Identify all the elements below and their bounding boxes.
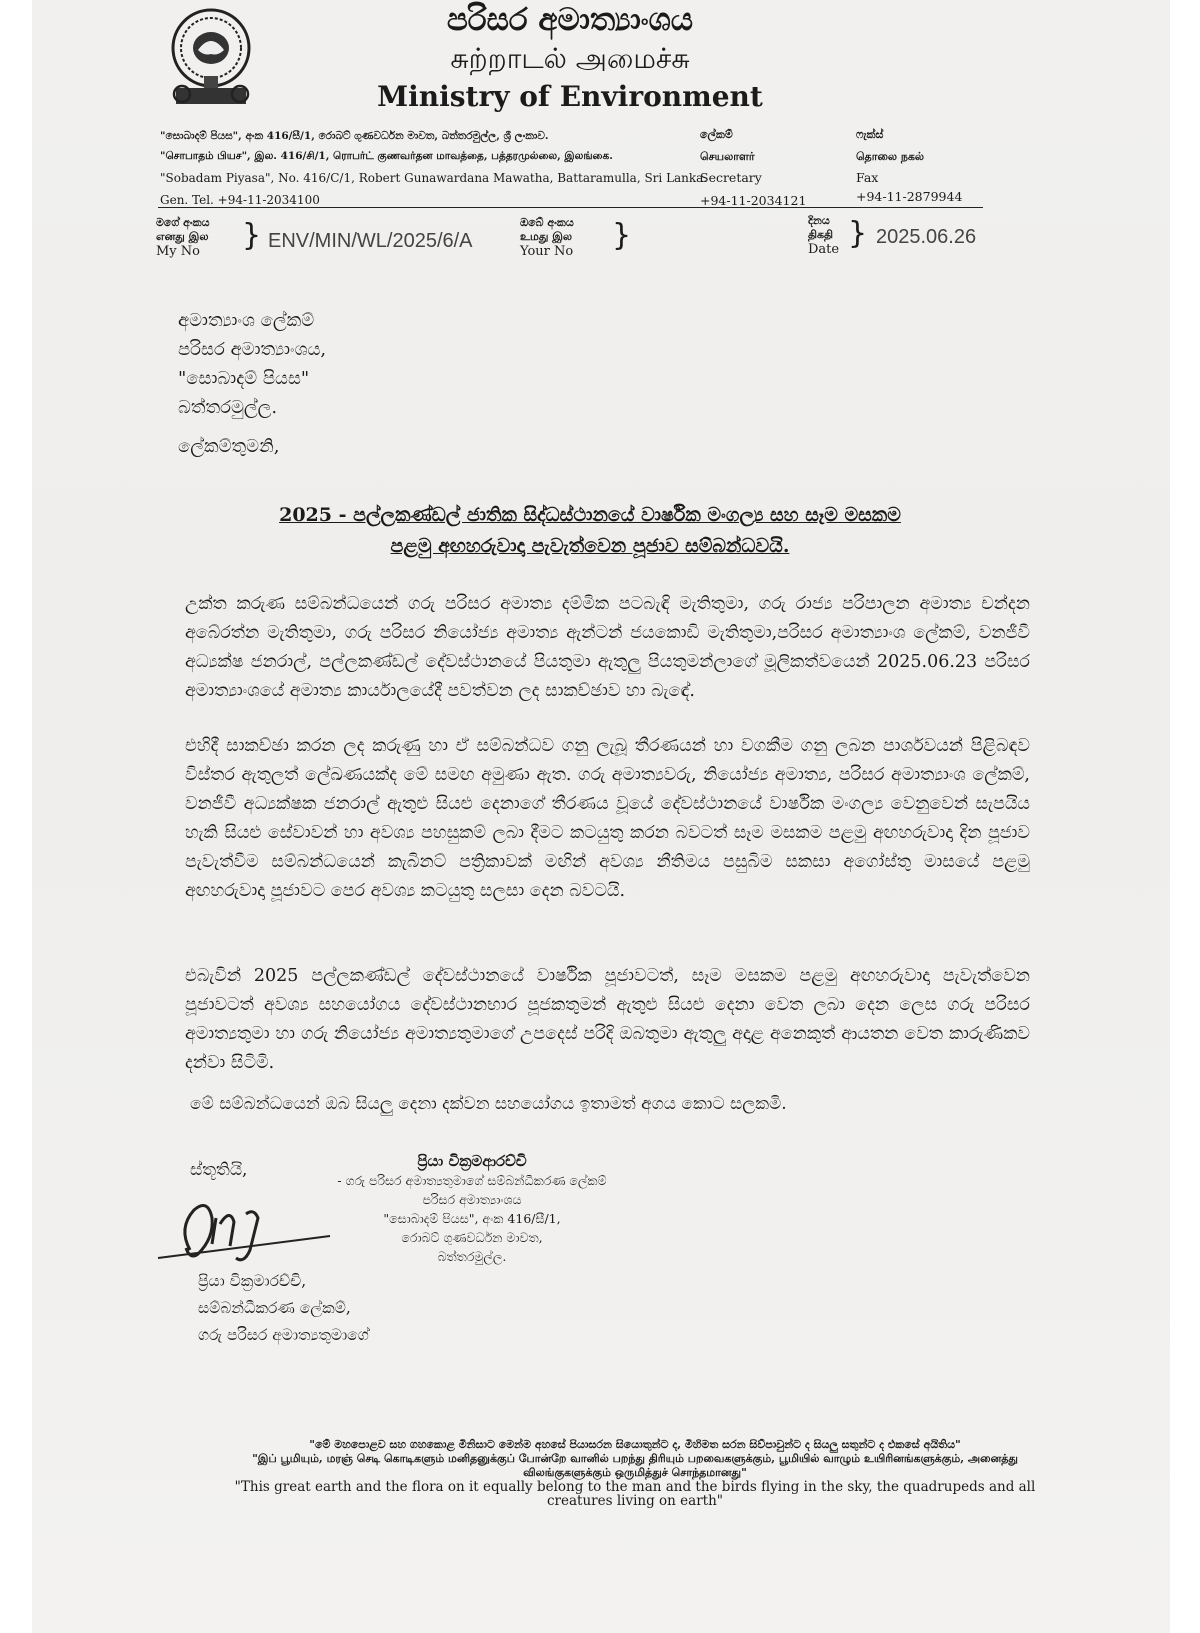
date-label-tamil: திகதி bbox=[808, 228, 834, 241]
signer-title: සම්බන්ධීකරණ ලේකම්, bbox=[198, 1299, 351, 1317]
ministry-title-english: Ministry of Environment bbox=[377, 80, 763, 113]
stamp-line: බත්තරමුල්ල. bbox=[437, 1249, 507, 1264]
secretary-label-english: Secretary bbox=[700, 170, 762, 185]
stamp-name: ප්‍රියා වික්‍රමආරච්චි bbox=[417, 1152, 527, 1170]
secretary-telephone: +94-11-2034121 bbox=[700, 193, 807, 208]
recipient-line: අමාත්‍යාංශ ලේකම් bbox=[178, 310, 315, 331]
address-sinhala: "සොබාදම් පියස", අංක 416/සී/1, රොබට් ගුණවර්ධන මාවත, බත්තරමුල්ල, ශ්‍රී ලංකාව. bbox=[160, 130, 549, 142]
ministry-title-sinhala: පරිසර අමාත්‍යාංශය bbox=[446, 2, 694, 38]
handwritten-signature bbox=[150, 1188, 340, 1268]
date-label-sinhala: දිනය bbox=[808, 214, 830, 227]
my-no-value: ENV/MIN/WL/2025/6/A bbox=[268, 230, 473, 252]
recipient-line: පරිසර අමාත්‍යාංශය, bbox=[178, 339, 327, 360]
my-no-brace: } bbox=[242, 218, 262, 253]
stamp-line: - ගරු පරිසර අමාත්‍යතුමාගේ සම්බන්ධීකරණ ලේකම් bbox=[337, 1173, 607, 1188]
my-no-label-sinhala: මගේ අංකය bbox=[156, 216, 210, 229]
official-stamp-block bbox=[322, 1152, 622, 1266]
your-no-label-tamil: உமது இல bbox=[520, 230, 573, 243]
signer-name: ප්‍රියා වික්‍රමාරච්චි, bbox=[198, 1272, 307, 1290]
sri-lanka-emblem-icon bbox=[168, 6, 254, 110]
address-tamil: "சொபாதம் பியச", இல. 416/சி/1, ரொபர்ட் குணவர்தன மாவத்தை, பத்தரமுல்லை, இலங்கை. bbox=[160, 150, 613, 162]
subject-heading bbox=[190, 500, 990, 562]
date-brace: } bbox=[848, 216, 868, 251]
subject-line: පළමු අඟහරුවාදා පැවැත්වෙන පූජාව සම්බන්ධවයි. bbox=[390, 535, 790, 557]
footer-quote-tamil: "இப் பூமியும், மரஞ் செடி கொடிகளும் மனிதனுக்குப் போன்றே வானில் பறந்து திரியும் பறவைகளுக்கும், பூமியில் வாழும் உயிரினங்களுக்கும், அனைத்து விலங்குகளுக்கும் ஒருமித்துச் சொந்தமானது" bbox=[252, 1452, 1018, 1479]
my-no-label-english: My No bbox=[156, 244, 200, 259]
date-value: 2025.06.26 bbox=[876, 226, 977, 248]
fax-label-english: Fax bbox=[856, 170, 879, 185]
letterhead-divider bbox=[158, 207, 983, 208]
date-label-english: Date bbox=[808, 242, 840, 257]
stamp-line: රොබට් ගුණවර්ධන මාවත, bbox=[401, 1230, 543, 1245]
address-english: "Sobadam Piyasa", No. 416/C/1, Robert Gunawardana Mawatha, Battaramulla, Sri Lanka. bbox=[160, 171, 708, 185]
your-no-label-english: Your No bbox=[520, 244, 574, 259]
fax-label-tamil: தொலை நகல் bbox=[856, 150, 925, 163]
closing-line: මේ සම්බන්ධයෙන් ඔබ සියලු දෙනා දක්වන සහයෝගය ඉතාමත් අගය කොට සලකමි. bbox=[190, 1094, 787, 1114]
your-no-brace: } bbox=[612, 218, 632, 253]
stamp-line: පරිසර අමාත්‍යාංශය bbox=[422, 1192, 522, 1207]
body-paragraph-3: එබැවින් 2025 පල්ලකණ්ඩල් දේවස්ථානයේ වාර්ෂික පූජාවටත්, සෑම මසකම පළමු අඟහරුවාදා පැවැත්වෙන පූජාවටත් අවශ්‍ය සහයෝගය දේවස්ථානභාර පූජකතුමන් ඇතුළු සියළු දෙනා වෙත ලබා දෙන ලෙස ගරු පරිසර අමාත්‍යතුමා හා ගරු නියෝජ්‍ය අමාත්‍යතුමාගේ උපදෙස් පරිදි ඔබතුමා ඇතුලු අදාළ අනෙකුත් ආයතන වෙත කාරුණිකව දන්වා සිටිමි. bbox=[185, 966, 1030, 1073]
secretary-label-sinhala: ලේකම් bbox=[700, 128, 733, 141]
stamp-line: "සොබාදම් පියස", අංක 416/සී/1, bbox=[383, 1211, 561, 1226]
subject-line: 2025 - පල්ලකණ්ඩල් ජාතික සිද්ධස්ථානයේ වාර්ෂික මංගල්‍ය සහ සෑම මසකම bbox=[279, 504, 901, 526]
thanks-text: ස්තූතියි, bbox=[190, 1160, 248, 1180]
recipient-line: බත්තරමුල්ල. bbox=[178, 397, 278, 418]
body-paragraph-2: එහිදී සාකච්ඡා කරන ලද කරුණු හා ඒ සම්බන්ධව ගනු ලැබූ තීරණයන් හා වගකීම ගනු ලබන පාර්ශවයන් පිළිබඳව විස්තර ඇතුලත් ලේඛණයක්ද මේ සමඟ අමුණා ඇත. ගරු අමාත්‍යවරු, නියෝජ්‍ය අමාත්‍ය, පරිසර අමාත්‍යාංශ ලේකම්, වනජීවී අධ්‍යක්ෂක ජනරාල් ඇතුළු සියළු දෙනාගේ තීරණය වූයේ දේවස්ථානයේ වාර්ෂික මංගල්‍ය වෙනුවෙන් සැපයිය හැකි සියළු සේවාවන් හා අවශ්‍ය පහසුකම් ලබා දීමට කටයුතු කරන බවටත් සෑම මසකම පළමු අඟහරුවාදා දින පූජාව පැවැත්වීම සම්බන්ධයෙන් කැබිනට් පත්‍රිකාවක් මඟින් අවශ්‍ය නීතිමය පසුබිම සකසා අගෝස්තු මාසයේ පළමු අඟහරුවාදා පූජාවට පෙර අවශ්‍ය කටයුතු සලසා දෙන බවටයි. bbox=[185, 736, 1030, 901]
recipient-address bbox=[178, 306, 326, 422]
fax-label-sinhala: ෆැක්ස් bbox=[856, 128, 884, 141]
general-telephone: Gen. Tel. +94-11-2034100 bbox=[160, 193, 320, 207]
my-no-label-tamil: எனது இல bbox=[156, 230, 209, 243]
signer-details bbox=[198, 1268, 369, 1349]
salutation: ලේකම්තුමනි, bbox=[178, 436, 280, 457]
recipient-line: "සොබාදම් පියස" bbox=[178, 368, 310, 389]
body-paragraph-1: උක්ත කරුණ සම්බන්ධයෙන් ගරු පරිසර අමාත්‍ය දම්මික පටබැඳි මැතිතුමා, ගරු රාජ්‍ය පරිපාලන අමාත්‍ය චන්දන අබේරත්න මැතිතුමා, ගරු පරිසර නියෝජ්‍ය අමාත්‍ය ඇන්ටන් ජයකොඩි මැතිතුමා,පරිසර අමාත්‍යාංශ ලේකම්, වනජීවී අධ්‍යක්ෂ ජනරාල්, පල්ලකණ්ඩල් දේවස්ථානයේ පියතුමා ඇතුලු පියතුමන්ලාගේ මූලිකත්වයෙන් 2025.06.23 පරිසර අමාත්‍යාංශයේ අමාත්‍ය කාර්යාලයේදී පවත්වන ලද සාකච්ඡාව හා බැඳේ. bbox=[185, 594, 1030, 701]
footer-quote-english: "This great earth and the flora on it equally belong to the man and the birds flying in the sky, the quadrupeds and all creatures living on earth" bbox=[234, 1479, 1036, 1509]
ministry-title-tamil: சுற்றாடல் அமைச்சு bbox=[450, 42, 690, 75]
fax-number: +94-11-2879944 bbox=[856, 189, 963, 204]
signer-org: ගරු පරිසර අමාත්‍යතුමාගේ bbox=[198, 1326, 369, 1344]
footer-quote bbox=[210, 1438, 1060, 1508]
your-no-label-sinhala: ඔබේ අංකය bbox=[520, 216, 574, 229]
footer-quote-sinhala: "මේ මහපොළව සහ ගහකොළ මිනිසාට මෙන්ම අහසේ පියාසරන සියොතුන්ට ද, මිහිමත සරන සිව්පාවුන්ට ද සියලු සතුන්ට ද එකසේ අයිතිය" bbox=[309, 1438, 961, 1451]
secretary-label-tamil: செயலாளர் bbox=[700, 150, 755, 163]
